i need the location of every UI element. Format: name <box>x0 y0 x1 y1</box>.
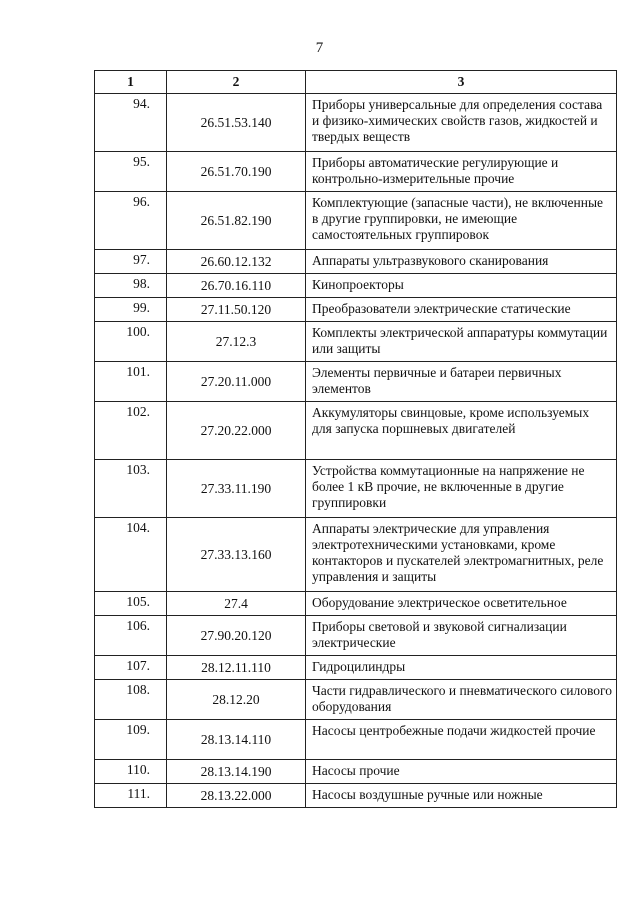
table-row <box>95 94 617 152</box>
header-col-1: 1 <box>95 71 167 94</box>
table-row <box>95 192 617 250</box>
row-number: 108. <box>95 680 167 720</box>
row-number: 106. <box>95 616 167 656</box>
table-row <box>95 592 617 616</box>
row-code: 28.13.14.110 <box>167 720 306 760</box>
row-name: Аккумуляторы свинцовые, кроме используемых для запуска поршневых двигателей <box>306 402 617 460</box>
row-name: Аппараты электрические для управления электротехническими установками, кроме контакторов и пускателей электромагнитных, реле управления и защиты <box>306 518 617 592</box>
row-number: 98. <box>95 274 167 298</box>
row-name: Приборы универсальные для определения состава и физико-химических свойств газов, жидкостей и твердых веществ <box>306 94 617 152</box>
table-row <box>95 518 617 592</box>
row-name: Гидроцилиндры <box>306 656 617 680</box>
row-number: 94. <box>95 94 167 152</box>
row-number: 102. <box>95 402 167 460</box>
row-name: Аппараты ультразвукового сканирования <box>306 250 617 274</box>
table-row <box>95 402 617 460</box>
table-row <box>95 720 617 760</box>
page-number: 7 <box>315 40 324 56</box>
row-code: 28.13.22.000 <box>167 784 306 808</box>
row-name: Элементы первичные и батареи первичных элементов <box>306 362 617 402</box>
row-number: 97. <box>95 250 167 274</box>
row-name: Кинопроекторы <box>306 274 617 298</box>
row-code: 27.4 <box>167 592 306 616</box>
row-number: 111. <box>95 784 167 808</box>
row-name: Приборы световой и звуковой сигнализации электрические <box>306 616 617 656</box>
table-row <box>95 250 617 274</box>
row-number: 101. <box>95 362 167 402</box>
products-table <box>94 70 617 808</box>
row-name: Преобразователи электрические статические <box>306 298 617 322</box>
row-code: 27.33.11.190 <box>167 460 306 518</box>
row-name: Комплекты электрической аппаратуры коммутации или защиты <box>306 322 617 362</box>
row-name: Устройства коммутационные на напряжение не более 1 кВ прочие, не включенные в другие группировки <box>306 460 617 518</box>
row-code: 26.70.16.110 <box>167 274 306 298</box>
row-name: Насосы воздушные ручные или ножные <box>306 784 617 808</box>
row-name: Комплектующие (запасные части), не включенные в другие группировки, не имеющие самостоятельных группировок <box>306 192 617 250</box>
row-number: 103. <box>95 460 167 518</box>
table-row <box>95 784 617 808</box>
row-code: 27.12.3 <box>167 322 306 362</box>
table-row <box>95 152 617 192</box>
row-code: 27.33.13.160 <box>167 518 306 592</box>
row-number: 109. <box>95 720 167 760</box>
table-row <box>95 322 617 362</box>
row-code: 27.90.20.120 <box>167 616 306 656</box>
row-number: 99. <box>95 298 167 322</box>
row-name: Части гидравлического и пневматического силового оборудования <box>306 680 617 720</box>
row-code: 27.20.11.000 <box>167 362 306 402</box>
row-code: 26.51.53.140 <box>167 94 306 152</box>
row-number: 100. <box>95 322 167 362</box>
row-number: 105. <box>95 592 167 616</box>
row-number: 95. <box>95 152 167 192</box>
row-code: 26.60.12.132 <box>167 250 306 274</box>
header-col-2: 2 <box>167 71 306 94</box>
header-col-3: 3 <box>306 71 617 94</box>
row-name: Приборы автоматические регулирующие и контрольно-измерительные прочие <box>306 152 617 192</box>
table-row <box>95 362 617 402</box>
table-row <box>95 680 617 720</box>
row-name: Оборудование электрическое осветительное <box>306 592 617 616</box>
table-header-row <box>95 71 617 94</box>
row-code: 26.51.82.190 <box>167 192 306 250</box>
row-name: Насосы центробежные подачи жидкостей прочие <box>306 720 617 760</box>
table-row <box>95 460 617 518</box>
table-row <box>95 760 617 784</box>
row-number: 96. <box>95 192 167 250</box>
table-row <box>95 656 617 680</box>
row-code: 28.12.11.110 <box>167 656 306 680</box>
row-code: 28.12.20 <box>167 680 306 720</box>
row-code: 27.20.22.000 <box>167 402 306 460</box>
table-row <box>95 274 617 298</box>
table-row <box>95 616 617 656</box>
row-number: 107. <box>95 656 167 680</box>
row-code: 28.13.14.190 <box>167 760 306 784</box>
row-code: 27.11.50.120 <box>167 298 306 322</box>
row-number: 104. <box>95 518 167 592</box>
row-code: 26.51.70.190 <box>167 152 306 192</box>
row-number: 110. <box>95 760 167 784</box>
table-row <box>95 298 617 322</box>
row-name: Насосы прочие <box>306 760 617 784</box>
